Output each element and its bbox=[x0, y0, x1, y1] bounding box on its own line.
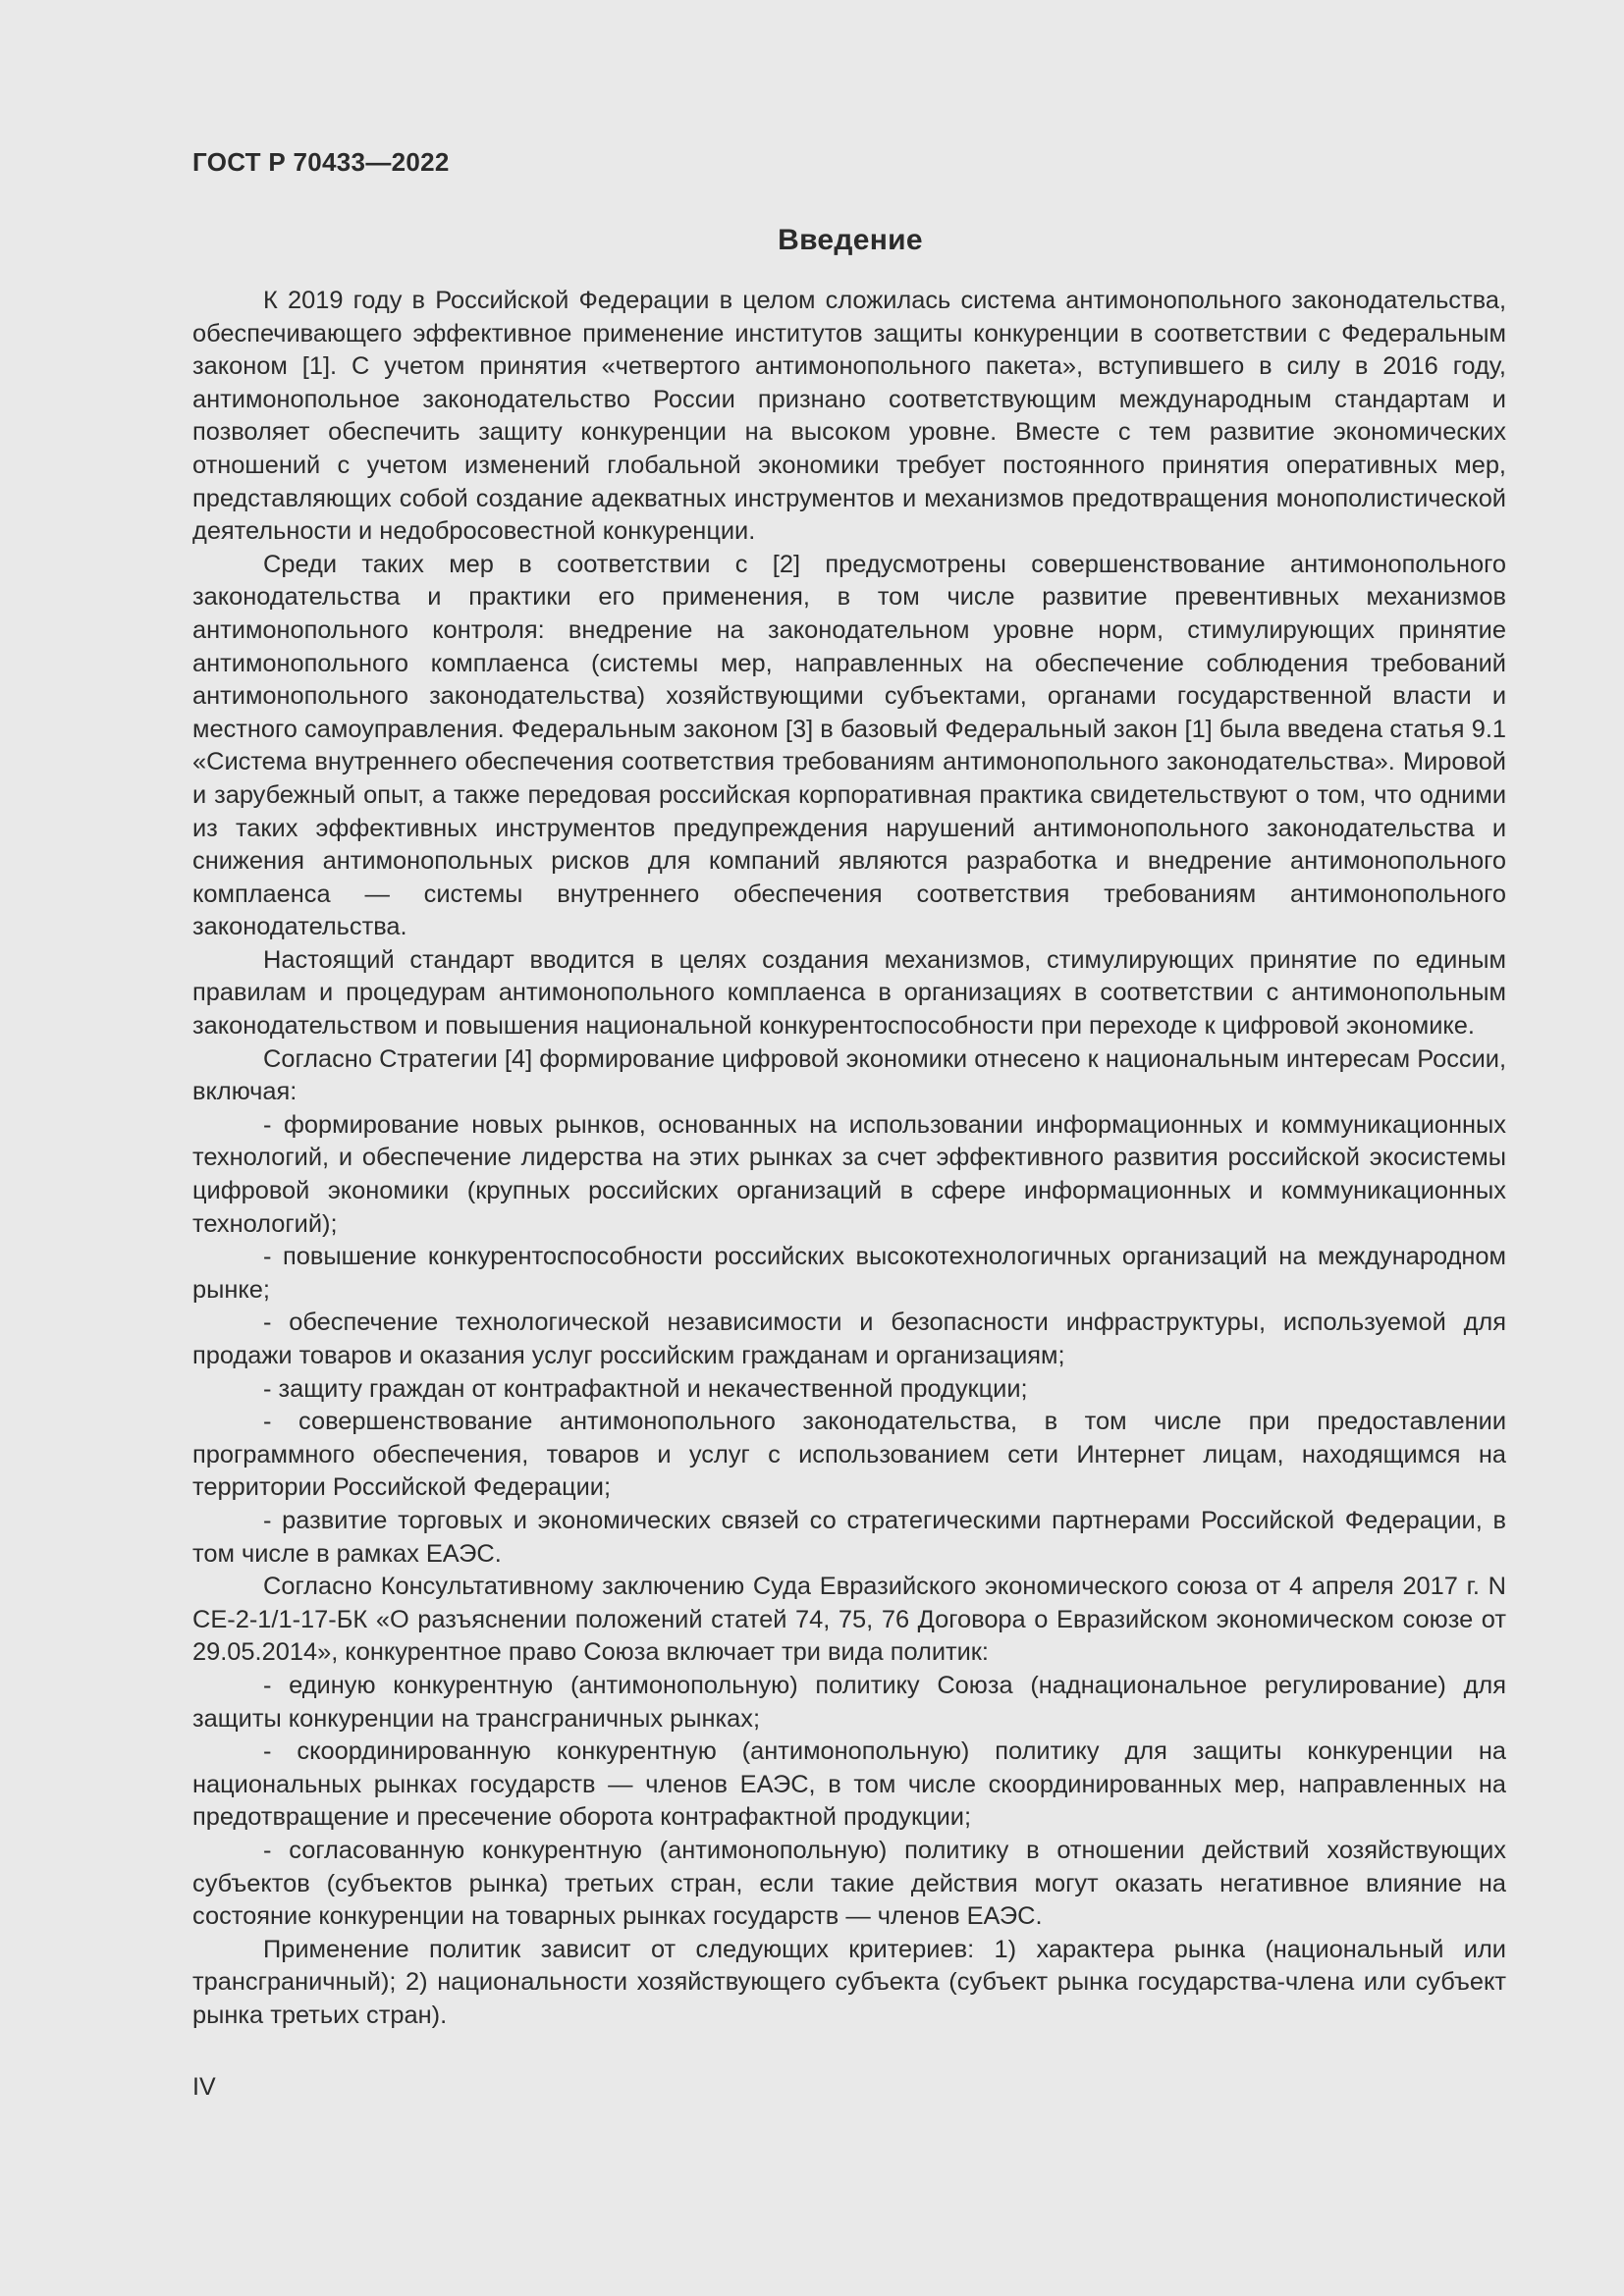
list-item: - скоординированную конкурентную (антимонопольную) политику для защиты конкуренции на национальных рынках государств — членов ЕАЭС, в том числе скоординированных мер, направленных на предотвращение и пресечение оборота контрафактной продукции; bbox=[192, 1737, 1506, 1832]
list-item: - защиту граждан от контрафактной и некачественной продукции; bbox=[263, 1374, 1028, 1403]
paragraph: Настоящий стандарт вводится в целях создания механизмов, стимулирующих принятие по единым правилам и процедурам антимонопольного комплаенса в организациях в соответствии с антимонопольным законодательством и повышения национальной конкурентоспособности при переходе к цифровой экономике. bbox=[192, 945, 1506, 1041]
paragraph: Применение политик зависит от следующих критериев: 1) характера рынка (национальный или трансграничный); 2) национальности хозяйствующего субъекта (субъект рынка государства-члена или субъект рынка третьих стран). bbox=[192, 1935, 1506, 2029]
paragraph: Согласно Консультативному заключению Суда Евразийского экономического союза от 4 апреля 2017 г. N СЕ-2-1/1-17-БК «О разъяснении положений статей 74, 75, 76 Договора о Евразийском экономическом союзе от 29.05.2014», конкурентное право Союза включает три вида политик: bbox=[192, 1573, 1506, 1667]
page-number: IV bbox=[192, 2073, 216, 2101]
list-item: - формирование новых рынков, основанных на использовании информационных и коммуникационных технологий, и обеспечение лидерства на этих рынках за счет эффективного развития российской экосистемы цифровой экономики (крупных российских организаций в сфере информационных и коммуникационных технологий); bbox=[192, 1110, 1506, 1238]
list-item: - единую конкурентную (антимонопольную) политику Союза (наднациональное регулирование) для защиты конкуренции на трансграничных рынках; bbox=[192, 1671, 1506, 1733]
list-item: - повышение конкурентоспособности российских высокотехнологичных организаций на международном рынке; bbox=[192, 1243, 1506, 1304]
section-title: Введение bbox=[778, 224, 923, 256]
paragraph: Среди таких мер в соответствии с [2] предусмотрены совершенствование антимонопольного законодательства и практики его применения, в том числе развитие превентивных механизмов антимонопольного контроля: внедрение на законодательном уровне норм, стимулирующих принятие антимонопольного комплаенса (системы мер, направленных на обеспечение соблюдения требований антимонопольного законодательства) хозяйствующими субъектами, органами государственной власти и местного самоуправления. Федеральным законом [3] в базовый Федеральный закон [1] была введена статья 9.1 «Система внутреннего обеспечения соответствия требованиям антимонопольного законодательства». Мировой и зарубежный опыт, а также передовая российская корпоративная практика свидетельствуют о том, что одними из таких эффективных инструментов предупреждения нарушений антимонопольного законодательства и снижения антимонопольных рисков для компаний являются разработка и внедрение антимонопольного комплаенса — системы внутреннего обеспечения соответствия требованиям антимонопольного законодательства. bbox=[192, 550, 1506, 941]
document-code: ГОСТ Р 70433—2022 bbox=[192, 147, 450, 177]
list-item: - согласованную конкурентную (антимонопольную) политику в отношении действий хозяйствующих субъектов (субъектов рынка) третьих стран, если такие действия могут оказать негативное влияние на состояние конкуренции на товарных рынках государств — членов ЕАЭС. bbox=[192, 1836, 1506, 1931]
list-item: - совершенствование антимонопольного законодательства, в том числе при предоставлении программного обеспечения, товаров и услуг с использованием сети Интернет лицам, находящимся на территории Российской Федерации; bbox=[192, 1408, 1506, 1502]
list-item: - развитие торговых и экономических связей со стратегическими партнерами Российской Федерации, в том числе в рамках ЕАЭС. bbox=[192, 1506, 1506, 1568]
list-item: - обеспечение технологической независимости и безопасности инфраструктуры, используемой для продажи товаров и оказания услуг российским гражданам и организациям; bbox=[192, 1308, 1506, 1369]
paragraph: К 2019 году в Российской Федерации в целом сложилась система антимонопольного законодательства, обеспечивающего эффективное применение институтов защиты конкуренции в соответствии с Федеральным законом [1]. С учетом принятия «четвертого антимонопольного пакета», вступившего в силу в 2016 году, антимонопольное законодательство России признано соответствующим международным стандартам и позволяет обеспечить защиту конкуренции на высоком уровне. Вместе с тем развитие экономических отношений с учетом изменений глобальной экономики требует постоянного принятия оперативных мер, представляющих собой создание адекватных инструментов и механизмов предотвращения монополистической деятельности и недобросовестной конкуренции. bbox=[192, 287, 1506, 546]
paragraph: Согласно Стратегии [4] формирование цифровой экономики отнесено к национальным интересам России, включая: bbox=[192, 1044, 1506, 1106]
body-text bbox=[192, 285, 1506, 2032]
